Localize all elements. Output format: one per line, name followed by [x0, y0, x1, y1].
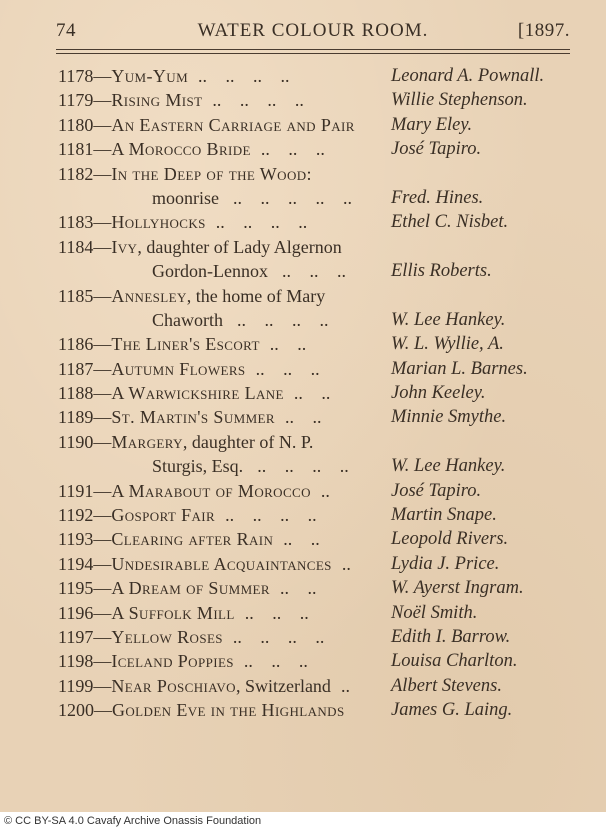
- entry-title: Hollyhocks: [111, 212, 206, 233]
- catalogue-entry: [58, 357, 574, 381]
- entry-heading: [58, 527, 320, 551]
- entry-title-rest: , daughter of N. P.: [182, 431, 314, 452]
- entry-title: Clearing after Rain: [111, 529, 274, 550]
- entry-continuation: [152, 308, 329, 332]
- entry-heading: [58, 235, 342, 259]
- entry-continuation: [152, 454, 349, 478]
- entry-number: 1188: [58, 383, 94, 404]
- artist-name: James G. Laing.: [391, 700, 513, 721]
- entry-heading: [58, 210, 307, 234]
- em-dash: —: [93, 553, 112, 574]
- catalogue-list: [58, 64, 574, 723]
- catalogue-entry: [58, 381, 574, 405]
- artist-name: John Keeley.: [391, 383, 486, 404]
- entry-title: Rising Mist: [111, 90, 203, 111]
- em-dash: —: [93, 505, 112, 526]
- artist-name: W. Ayerst Ingram.: [391, 578, 524, 599]
- continuation-text: Sturgis, Esq.: [152, 456, 244, 477]
- continuation-text: moonrise: [152, 187, 219, 208]
- entry-heading: [58, 113, 355, 137]
- catalogue-entry: [58, 479, 574, 503]
- catalogue-entry: [58, 210, 574, 234]
- leader-dots: ..: [340, 675, 350, 696]
- artist-name: Lydia J. Price.: [391, 553, 500, 574]
- header-rule-bottom: [56, 53, 570, 54]
- entry-number: 1180: [58, 114, 94, 135]
- entry-title-rest: , daughter of Lady Algernon: [137, 236, 342, 257]
- copyright-credit: © CC BY-SA 4.0 Cavafy Archive Onassis Foundation: [4, 815, 262, 827]
- catalogue-entry: [58, 674, 574, 698]
- catalogue-entry: [58, 88, 574, 112]
- entry-title: Undesirable Acquaintances: [111, 553, 332, 574]
- artist-name: Edith I. Barrow.: [391, 626, 511, 647]
- artist-name: Minnie Smythe.: [391, 407, 507, 428]
- entry-title: The Liner's Escort: [111, 334, 260, 355]
- artist-name: Leopold Rivers.: [391, 529, 509, 550]
- artist-name: Marian L. Barnes.: [391, 358, 528, 379]
- page-number: 74: [56, 20, 76, 41]
- entry-number: 1193: [58, 529, 94, 550]
- em-dash: —: [93, 407, 112, 428]
- catalogue-entry: [58, 235, 574, 259]
- entry-title-rest: :: [306, 163, 312, 184]
- entry-heading: [58, 64, 290, 88]
- entry-number: 1198: [58, 651, 94, 672]
- catalogue-entry: [58, 430, 574, 454]
- entry-heading: [58, 381, 330, 405]
- entry-number: 1197: [58, 626, 94, 647]
- entry-heading: [58, 405, 321, 429]
- leader-dots: .. .. .. ..: [257, 456, 349, 477]
- artist-name: Albert Stevens.: [391, 675, 502, 696]
- leader-dots: .. ..: [269, 334, 307, 355]
- entry-heading: [58, 576, 316, 600]
- entry-title: Ivy: [111, 236, 138, 257]
- catalogue-entry: [58, 503, 574, 527]
- catalogue-entry: [58, 284, 574, 308]
- entry-heading: [58, 284, 325, 308]
- catalogue-entry: [58, 649, 574, 673]
- entry-title: Margery: [111, 431, 183, 452]
- entry-heading: [58, 601, 309, 625]
- catalogue-entry: [58, 332, 574, 356]
- entry-heading: [58, 503, 317, 527]
- entry-heading: [58, 430, 313, 454]
- entry-title: A Morocco Bride: [111, 139, 251, 160]
- entry-number: 1190: [58, 431, 94, 452]
- entry-number: 1184: [58, 236, 94, 257]
- leader-dots: .. .. ..: [243, 651, 308, 672]
- em-dash: —: [93, 602, 112, 623]
- em-dash: —: [93, 90, 112, 111]
- em-dash: —: [94, 700, 112, 721]
- entry-title: Gosport Fair: [111, 505, 216, 526]
- artist-name: Leonard A. Pownall.: [391, 66, 545, 86]
- em-dash: —: [93, 139, 112, 160]
- entry-number: 1189: [58, 407, 94, 428]
- leader-dots: .. .. .. ..: [225, 505, 317, 526]
- artist-name: Fred. Hines.: [391, 187, 484, 208]
- entry-heading: [58, 698, 345, 722]
- em-dash: —: [93, 578, 112, 599]
- entry-continuation: [152, 186, 352, 210]
- em-dash: —: [93, 114, 112, 135]
- entry-title-rest: , the home of Mary: [186, 285, 326, 306]
- leader-dots: .. .. .. ..: [198, 66, 290, 86]
- em-dash: —: [93, 675, 112, 696]
- artist-name: Ellis Roberts.: [391, 261, 492, 282]
- entry-heading: [58, 137, 325, 161]
- catalogue-entry: [58, 64, 574, 88]
- entry-title: Yum-Yum: [111, 66, 189, 86]
- leader-dots: .. ..: [283, 529, 320, 550]
- page-header: [56, 20, 570, 46]
- artist-name: Ethel C. Nisbet.: [391, 212, 509, 233]
- catalogue-entry: [58, 698, 574, 722]
- leader-dots: .. .. .. ..: [237, 309, 329, 330]
- em-dash: —: [93, 626, 112, 647]
- entry-title: A Marabout of Morocco: [111, 480, 311, 501]
- leader-dots: .. .. ..: [244, 602, 309, 623]
- catalogue-entry: [58, 113, 574, 137]
- entry-number: 1196: [58, 602, 94, 623]
- catalogue-entry: [58, 405, 574, 429]
- leader-dots: .. .. .. .. ..: [233, 187, 352, 208]
- entry-number: 1183: [58, 212, 94, 233]
- leader-dots: .. ..: [284, 407, 322, 428]
- artist-name: Louisa Charlton.: [391, 651, 518, 672]
- entry-number: 1200: [58, 700, 94, 721]
- entry-number: 1191: [58, 480, 94, 501]
- entry-title: In the Deep of the Wood: [111, 163, 307, 184]
- catalogue-entry: [58, 527, 574, 551]
- leader-dots: .. ..: [293, 383, 331, 404]
- artist-name: Noël Smith.: [391, 602, 478, 623]
- entry-title: St. Martin's Summer: [111, 407, 275, 428]
- entry-number: 1199: [58, 675, 94, 696]
- leader-dots: .. .. .. ..: [232, 626, 325, 647]
- entry-title: Golden Eve in the Highlands: [112, 700, 345, 721]
- catalogue-entry: [58, 162, 574, 186]
- entry-number: 1182: [58, 163, 94, 184]
- artist-name: W. Lee Hankey.: [391, 456, 506, 477]
- entry-heading: [58, 332, 306, 356]
- em-dash: —: [93, 480, 112, 501]
- entry-number: 1187: [58, 358, 94, 379]
- page-title: WATER COLOUR ROOM.: [197, 20, 429, 41]
- entry-heading: [58, 162, 312, 186]
- em-dash: —: [93, 431, 112, 452]
- em-dash: —: [93, 236, 112, 257]
- entry-continuation: [152, 259, 346, 283]
- entry-heading: [58, 674, 350, 698]
- entry-title: A Warwickshire Lane: [111, 383, 284, 404]
- entry-title: Near Poschiavo: [111, 675, 236, 696]
- entry-title-rest: , Switzerland: [235, 675, 331, 696]
- em-dash: —: [93, 358, 112, 379]
- leader-dots: .. ..: [279, 578, 317, 599]
- entry-heading: [58, 552, 351, 576]
- em-dash: —: [93, 163, 112, 184]
- artist-name: Martin Snape.: [391, 505, 497, 526]
- entry-number: 1194: [58, 553, 94, 574]
- entry-title: A Dream of Summer: [111, 578, 270, 599]
- catalogue-entry: [58, 625, 574, 649]
- entry-number: 1195: [58, 578, 94, 599]
- entry-heading: [58, 88, 304, 112]
- entry-heading: [58, 357, 320, 381]
- leader-dots: .. .. ..: [255, 358, 320, 379]
- em-dash: —: [93, 529, 112, 550]
- catalogue-entry: [58, 137, 574, 161]
- catalogue-entry: [58, 576, 574, 600]
- em-dash: —: [93, 383, 112, 404]
- entry-heading: [58, 625, 324, 649]
- catalogue-entry: [58, 552, 574, 576]
- artist-name: W. L. Wyllie, A.: [391, 334, 504, 355]
- leader-dots: .. .. ..: [260, 139, 325, 160]
- catalogue-entry-continuation: [58, 454, 574, 478]
- leader-dots: .. .. .. ..: [212, 90, 304, 111]
- entry-title: A Suffolk Mill: [111, 602, 235, 623]
- leader-dots: .. .. .. ..: [215, 212, 308, 233]
- catalogue-entry-continuation: [58, 308, 574, 332]
- catalogue-entry-continuation: [58, 259, 574, 283]
- leader-dots: ..: [320, 480, 330, 501]
- artist-name: Mary Eley.: [391, 114, 473, 135]
- em-dash: —: [93, 334, 112, 355]
- entry-title: Annesley: [111, 285, 187, 306]
- entry-number: 1185: [58, 285, 94, 306]
- entry-number: 1179: [58, 90, 94, 111]
- entry-heading: [58, 479, 330, 503]
- continuation-text: Gordon-Lennox: [152, 261, 268, 282]
- catalogue-entry: [58, 601, 574, 625]
- entry-number: 1186: [58, 334, 94, 355]
- entry-title: Autumn Flowers: [111, 358, 246, 379]
- header-rule-top: [56, 49, 570, 50]
- artist-name: José Tapiro.: [391, 480, 482, 501]
- continuation-text: Chaworth: [152, 309, 223, 330]
- em-dash: —: [93, 285, 112, 306]
- catalogue-entry-continuation: [58, 186, 574, 210]
- entry-number: 1178: [58, 66, 94, 86]
- em-dash: —: [93, 651, 112, 672]
- entry-number: 1181: [58, 139, 94, 160]
- artist-name: W. Lee Hankey.: [391, 309, 506, 330]
- artist-name: Willie Stephenson.: [391, 90, 528, 111]
- page-year: [1897.: [517, 20, 570, 41]
- entry-title: An Eastern Carriage and Pair: [111, 114, 355, 135]
- leader-dots: .. .. ..: [281, 261, 346, 282]
- em-dash: —: [93, 212, 112, 233]
- leader-dots: ..: [341, 553, 351, 574]
- entry-title: Iceland Poppies: [111, 651, 234, 672]
- entry-title: Yellow Roses: [111, 626, 223, 647]
- entry-heading: [58, 649, 308, 673]
- em-dash: —: [93, 66, 112, 86]
- entry-number: 1192: [58, 505, 94, 526]
- artist-name: José Tapiro.: [391, 139, 482, 160]
